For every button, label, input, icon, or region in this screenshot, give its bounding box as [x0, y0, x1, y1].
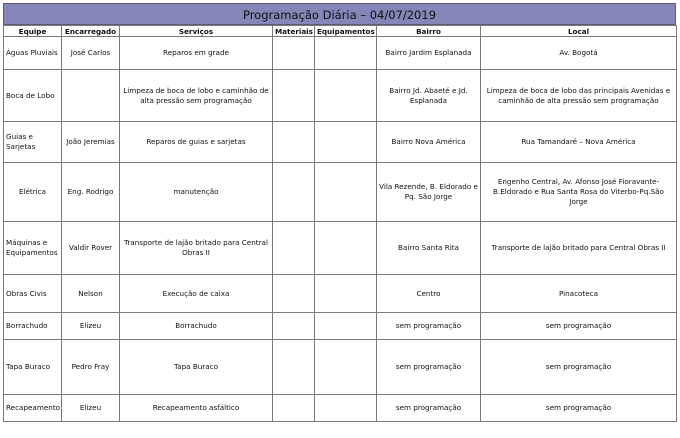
cell-equipamentos	[315, 340, 377, 395]
cell-equipe: Boca de Lobo	[4, 70, 62, 122]
column-header-servicos: Serviços	[120, 26, 273, 37]
cell-equipamentos	[315, 122, 377, 163]
cell-bairro: sem programação	[377, 395, 481, 422]
cell-equipamentos	[315, 70, 377, 122]
column-header-equipamentos: Equipamentos	[315, 26, 377, 37]
cell-materiais	[273, 222, 315, 275]
column-header-equipe: Equipe	[4, 26, 62, 37]
cell-local: Pinacoteca	[481, 275, 677, 313]
cell-encarregado: Pedro Fray	[62, 340, 120, 395]
cell-local: Av. Bogotá	[481, 37, 677, 70]
cell-local: Engenho Central, Av. Afonso José Fioravante-B.Eldorado e Rua Santa Rosa do Viterbo-Pq.São Jorge	[481, 163, 677, 222]
table-row	[4, 163, 677, 222]
cell-local: sem programação	[481, 313, 677, 340]
cell-materiais	[273, 395, 315, 422]
cell-local: Transporte de lajão britado para Central Obras II	[481, 222, 677, 275]
cell-encarregado: João Jeremias	[62, 122, 120, 163]
schedule-sheet	[3, 3, 676, 422]
table-row	[4, 340, 677, 395]
column-header-local: Local	[481, 26, 677, 37]
cell-local: sem programação	[481, 340, 677, 395]
cell-materiais	[273, 313, 315, 340]
cell-equipamentos	[315, 222, 377, 275]
cell-servicos: Transporte de lajão britado para Central Obras II	[120, 222, 273, 275]
cell-materiais	[273, 163, 315, 222]
cell-servicos: Reparos em grade	[120, 37, 273, 70]
column-header-bairro: Bairro	[377, 26, 481, 37]
cell-equipamentos	[315, 313, 377, 340]
cell-equipe: Recapeamento	[4, 395, 62, 422]
table-row	[4, 122, 677, 163]
cell-equipe: Tapa Buraco	[4, 340, 62, 395]
cell-equipamentos	[315, 395, 377, 422]
cell-local: Rua Tamandaré – Nova América	[481, 122, 677, 163]
cell-bairro: Bairro Nova América	[377, 122, 481, 163]
cell-equipe: Elétrica	[4, 163, 62, 222]
cell-local: Limpeza de boca de lobo das principais Avenidas e caminhão de alta pressão sem programação	[481, 70, 677, 122]
cell-equipamentos	[315, 163, 377, 222]
cell-encarregado: Nelson	[62, 275, 120, 313]
cell-bairro: Centro	[377, 275, 481, 313]
cell-bairro: sem programação	[377, 340, 481, 395]
table-row	[4, 70, 677, 122]
cell-equipe: Guias e Sarjetas	[4, 122, 62, 163]
cell-encarregado: Eng. Rodrigo	[62, 163, 120, 222]
cell-encarregado: José Carlos	[62, 37, 120, 70]
table-row	[4, 222, 677, 275]
schedule-table	[3, 25, 677, 422]
cell-servicos: Limpeza de boca de lobo e caminhão de alta pressão sem programação	[120, 70, 273, 122]
cell-servicos: Recapeamento asfáltico	[120, 395, 273, 422]
cell-equipamentos	[315, 37, 377, 70]
cell-materiais	[273, 122, 315, 163]
table-row	[4, 313, 677, 340]
cell-bairro: Bairro Santa Rita	[377, 222, 481, 275]
cell-equipe: Águas Pluviais	[4, 37, 62, 70]
cell-servicos: Reparos de guias e sarjetas	[120, 122, 273, 163]
page-title: Programação Diária – 04/07/2019	[3, 3, 676, 25]
cell-servicos: Tapa Buraco	[120, 340, 273, 395]
table-row	[4, 275, 677, 313]
cell-equipe: Máquinas e Equipamentos	[4, 222, 62, 275]
cell-materiais	[273, 37, 315, 70]
table-row	[4, 395, 677, 422]
cell-bairro: Bairro Jd. Abaeté e Jd. Esplanada	[377, 70, 481, 122]
cell-encarregado	[62, 70, 120, 122]
cell-equipe: Obras Civis	[4, 275, 62, 313]
column-header-encarregado: Encarregado	[62, 26, 120, 37]
cell-encarregado: Valdir Rover	[62, 222, 120, 275]
cell-materiais	[273, 70, 315, 122]
cell-bairro: sem programação	[377, 313, 481, 340]
cell-equipe: Borrachudo	[4, 313, 62, 340]
cell-bairro: Bairro Jardim Esplanada	[377, 37, 481, 70]
cell-encarregado: Elizeu	[62, 313, 120, 340]
table-row	[4, 37, 677, 70]
column-header-materiais: Materiais	[273, 26, 315, 37]
cell-servicos: Borrachudo	[120, 313, 273, 340]
cell-equipamentos	[315, 275, 377, 313]
cell-encarregado: Elizeu	[62, 395, 120, 422]
cell-materiais	[273, 340, 315, 395]
cell-servicos: Execução de caixa	[120, 275, 273, 313]
cell-local: sem programação	[481, 395, 677, 422]
cell-bairro: Vila Rezende, B. Eldorado e Pq. São Jorge	[377, 163, 481, 222]
cell-materiais	[273, 275, 315, 313]
cell-servicos: manutenção	[120, 163, 273, 222]
header-row	[4, 26, 677, 37]
